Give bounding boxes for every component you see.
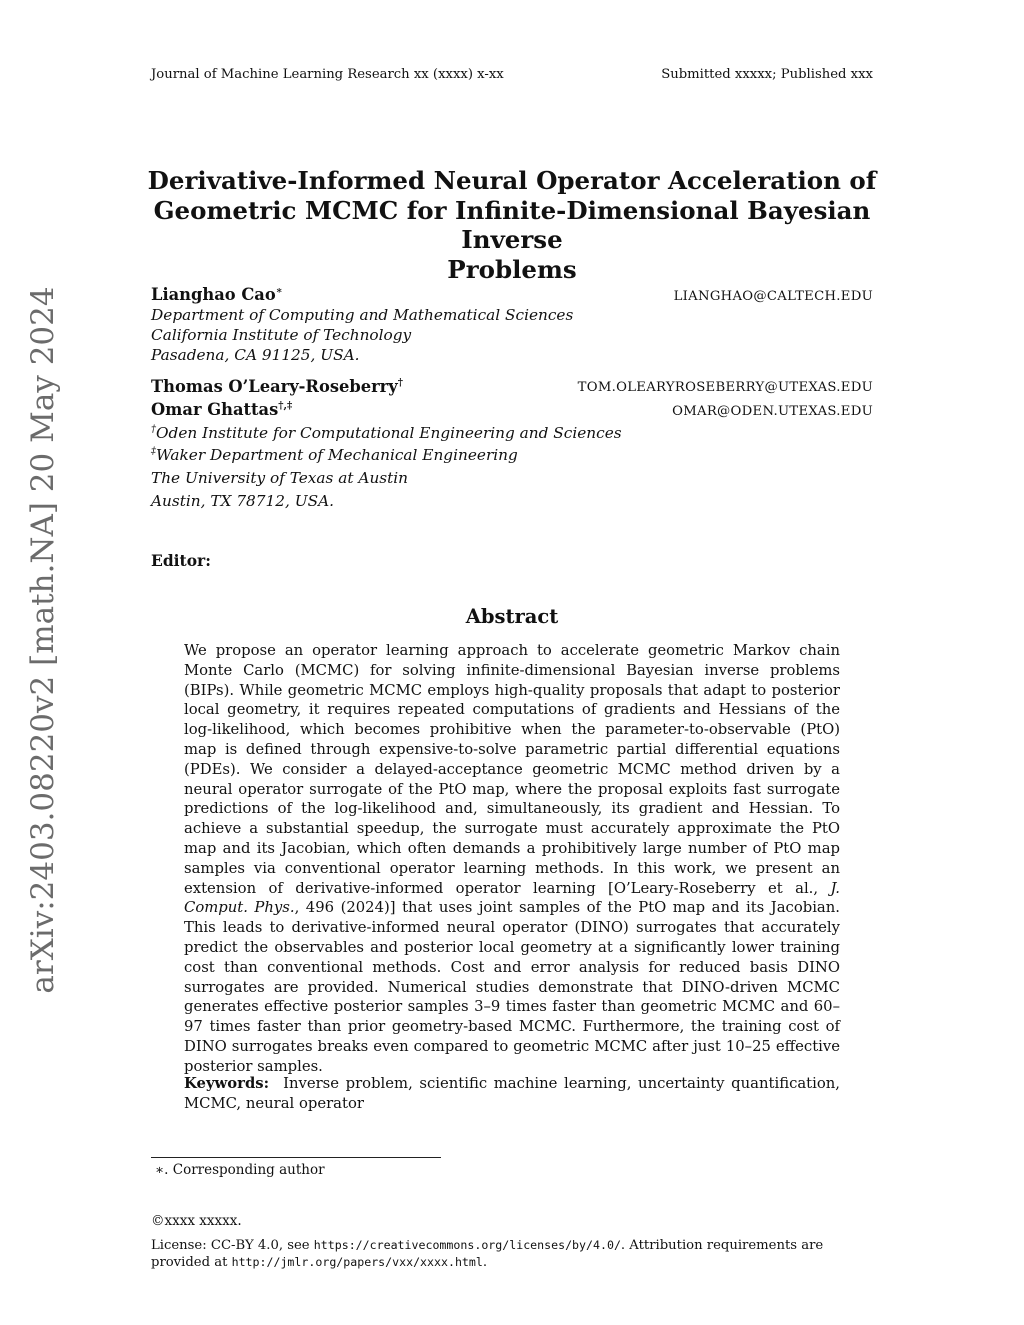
affiliation-line: California Institute of Technology <box>151 326 412 344</box>
title-line-2: Geometric MCMC for Infinite-Dimensional Bayesian Inverse <box>153 195 871 254</box>
journal-citation: J. Comput. Phys. <box>184 879 840 917</box>
abstract-heading: Abstract <box>465 605 559 628</box>
paper-title <box>130 166 894 284</box>
author-name-cao: Lianghao Cao∗ <box>151 285 283 304</box>
paper-url-link[interactable]: http://jmlr.org/papers/vxx/xxxx.html <box>231 1255 483 1269</box>
title-line-1: Derivative-Informed Neural Operator Acceleration of <box>147 166 877 195</box>
author-email-cao[interactable]: LIANGHAO@CALTECH.EDU <box>673 289 873 304</box>
author-footnote-mark: †,‡ <box>278 400 293 412</box>
title-line-3: Problems <box>447 254 577 284</box>
license-url-link[interactable]: https://creativecommons.org/licenses/by/4.0/ <box>313 1238 621 1252</box>
affiliation-mark: † <box>151 424 156 435</box>
author-email-ghattas[interactable]: OMAR@ODEN.UTEXAS.EDU <box>672 404 873 419</box>
affiliation-line: ‡Waker Department of Mechanical Engineering <box>151 446 518 465</box>
journal-header: Journal of Machine Learning Research xx (xxxx) x-xx <box>151 67 504 82</box>
affiliation-line: Austin, TX 78712, USA. <box>151 492 334 510</box>
editor-label: Editor: <box>151 551 211 570</box>
affiliation-line: †Oden Institute for Computational Engineering and Sciences <box>151 424 622 443</box>
author-footnote-mark: † <box>397 377 403 389</box>
affiliation-line: Pasadena, CA 91125, USA. <box>151 346 360 364</box>
abstract-body: We propose an operator learning approach to accelerate geometric Markov chain Monte Carlo (MCMC) for solving infinite-dimensional Bayesian inverse problems (BIPs). While geometric MCMC employs high-quality proposals that adapt to posterior local geometry, it requires repeated computations of gradients and Hessians of the log-likelihood, which becomes prohibitive when the parameter-to-observable (PtO) map is defined through expensive-to-solve parametric partial differential equations (PDEs). We consider a delayed-acceptance geometric MCMC method driven by a neural operator surrogate of the PtO map, where the proposal exploits fast surrogate predictions of the log-likelihood and, simultaneously, its gradient and Hessian. To achieve a substantial speedup, the surrogate must accurately approximate the PtO map and its Jacobian, which often demands a prohibitively large number of PtO map samples via conventional operator learning methods. In this work, we present an extension of derivative-informed operator learning [O’Leary-Roseberry et al., J. Comput. Phys., 496 (2024)] that uses joint samples of the PtO map and its Jacobian. This leads to derivative-informed neural operator (DINO) surrogates that accurately predict the observables and posterior local geometry at a significantly lower training cost than conventional methods. Cost and error analysis for reduced basis DINO surrogates are provided. Numerical studies demonstrate that DINO-driven MCMC generates effective posterior samples 3–9 times faster than geometric MCMC and 60–97 times faster than prior geometry-based MCMC. Furthermore, the training cost of DINO surrogates breaks even compared to geometric MCMC after just 10–25 effective posterior samples. <box>184 642 840 1075</box>
affiliation-line: Department of Computing and Mathematical Sciences <box>151 306 574 324</box>
keywords-label: Keywords: <box>184 1075 270 1092</box>
author-email-oleary-roseberry[interactable]: TOM.OLEARYROSEBERRY@UTEXAS.EDU <box>577 380 873 395</box>
affiliation-mark: ‡ <box>151 446 156 457</box>
keywords <box>184 1074 840 1114</box>
footnote-rule <box>151 1157 441 1158</box>
copyright-notice: ©xxxx xxxxx. <box>151 1213 242 1229</box>
author-name-ghattas: Omar Ghattas†,‡ <box>151 400 293 419</box>
affiliation-line: The University of Texas at Austin <box>151 469 409 487</box>
author-footnote-mark: ∗ <box>275 285 283 297</box>
arxiv-identifier: arXiv:2403.08220v2 [math.NA] 20 May 2024 <box>25 286 61 994</box>
footnote-corresponding-author: ∗. Corresponding author <box>155 1162 325 1178</box>
keywords-text: Inverse problem, scientific machine learning, uncertainty quantification, MCMC, neural operator <box>184 1075 840 1112</box>
author-name-oleary-roseberry: Thomas O’Leary-Roseberry† <box>151 377 403 396</box>
license-notice: License: CC-BY 4.0, see https://creativecommons.org/licenses/by/4.0/. Attribution requirements are provided at http://jmlr.org/papers/vxx/xxxx.html. <box>151 1238 824 1270</box>
submission-info: Submitted xxxxx; Published xxx <box>661 67 873 82</box>
